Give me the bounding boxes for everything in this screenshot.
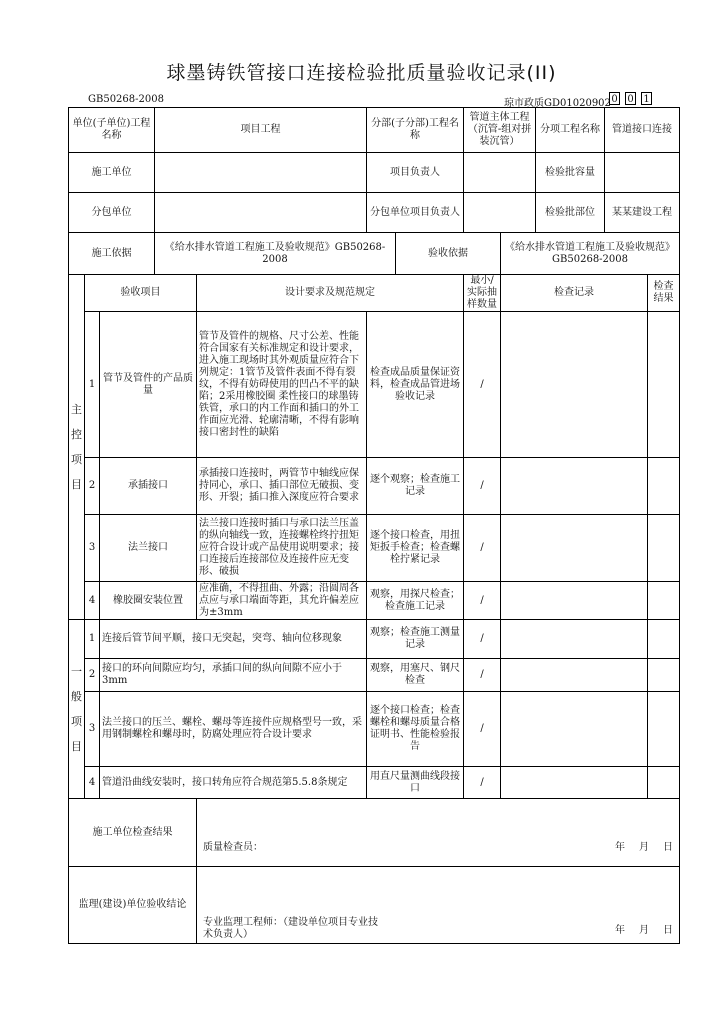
item-name: 橡胶圈安装位置 — [100, 582, 197, 620]
quality-inspector-label: 质量检查员： — [203, 842, 264, 853]
general-label-char: 般 — [71, 690, 82, 703]
header-requirement: 设计要求及规范规定 — [197, 275, 464, 312]
division-name-label: 分部(子分部)工程名称 — [367, 108, 464, 153]
item-name: 管节及管件的产品质量 — [100, 312, 197, 458]
main-label-char: 控 — [71, 428, 82, 441]
construction-basis-label: 施工依据 — [69, 233, 155, 275]
item-name: 法兰接口 — [100, 515, 197, 582]
item-record[interactable] — [501, 692, 648, 767]
year-label: 年 — [615, 925, 626, 936]
unit-name-label: 单位(子单位)工程名称 — [69, 108, 155, 153]
construction-check-area[interactable] — [197, 799, 680, 867]
division-name-value[interactable]: 管道主体工程（沉管-组对拼装沉管） — [464, 108, 536, 153]
sub-manager-label: 分包单位项目负责人 — [367, 193, 464, 233]
batch-location-label: 检验批部位 — [536, 193, 605, 233]
construction-basis-value[interactable]: 《给水排水管道工程施工及验收规范》GB50268-2008 — [155, 233, 396, 275]
item-record[interactable] — [501, 620, 648, 659]
construction-check-date — [601, 842, 673, 854]
header-result: 检查结果 — [648, 275, 680, 312]
subcontractor-label: 分包单位 — [69, 193, 155, 233]
item-result[interactable] — [648, 692, 680, 767]
sub-manager-value[interactable] — [464, 193, 536, 233]
item-result[interactable] — [648, 767, 680, 799]
main-label-char: 项 — [71, 453, 82, 466]
general-item-label — [69, 620, 85, 799]
batch-capacity-label: 检验批容量 — [536, 153, 605, 193]
item-sample[interactable]: / — [464, 659, 501, 692]
item-sample[interactable]: / — [464, 767, 501, 799]
subitem-name-label: 分项工程名称 — [536, 108, 605, 153]
standard-code: GB50268-2008 — [88, 94, 164, 105]
item-record[interactable] — [501, 515, 648, 582]
acceptance-record-table — [68, 107, 680, 944]
item-sample[interactable]: / — [464, 515, 501, 582]
year-label: 年 — [615, 842, 626, 853]
item-sample[interactable]: / — [464, 620, 501, 659]
main-item-row-3 — [69, 515, 680, 582]
day-label: 日 — [663, 842, 674, 853]
construction-check-title: 施工单位检查结果 — [69, 799, 197, 867]
item-requirement: 法兰接口连接时插口与承口法兰压盖的纵向轴线一致，连接螺栓终拧扭矩应符合设计或产品使用说明要求；接口连接后连接部位及连接件应无变形、破损 — [197, 515, 367, 582]
item-requirement: 管道沿曲线安装时，接口转角应符合规范第5.5.8条规定 — [100, 767, 367, 799]
supervision-conclusion-area[interactable] — [197, 867, 680, 944]
acceptance-basis-label: 验收依据 — [396, 233, 501, 275]
item-name: 承插接口 — [100, 458, 197, 515]
item-no: 2 — [85, 659, 100, 692]
item-no: 4 — [85, 582, 100, 620]
general-item-row-3 — [69, 692, 680, 767]
supervision-engineer-label: 专业监理工程师：（建设单位项目专业技术负责人） — [203, 917, 379, 940]
item-sample[interactable]: / — [464, 582, 501, 620]
item-method: 观察，用塞尺、钢尺检查 — [367, 659, 464, 692]
item-sample[interactable]: / — [464, 692, 501, 767]
general-item-row-4 — [69, 767, 680, 799]
item-requirement: 管节及管件的规格、尺寸公差、性能符合国家有关标准规定和设计要求，进入施工现场时其外观质量应符合下列规定：1管节及管件表面不得有裂纹，不得有妨碍使用的凹凸不平的缺陷；2采用橡胶圈 柔性接口的球墨铸铁管，承口的内工作面和插口的外工作面应光滑、轮廓清晰，不得有影响接口密封性的缺陷 — [197, 312, 367, 458]
item-no: 1 — [85, 312, 100, 458]
main-item-row-4 — [69, 582, 680, 620]
item-result[interactable] — [648, 659, 680, 692]
item-method: 观察，用探尺检查；检查施工记录 — [367, 582, 464, 620]
item-record[interactable] — [501, 458, 648, 515]
item-no: 2 — [85, 458, 100, 515]
item-method: 观察；检查施工测量记录 — [367, 620, 464, 659]
main-control-label — [69, 275, 85, 620]
main-label-char: 目 — [71, 478, 82, 491]
item-result[interactable] — [648, 458, 680, 515]
subitem-name-value[interactable]: 管道接口连接 — [605, 108, 680, 153]
header-sample: 最小/实际抽样数量 — [464, 275, 501, 312]
item-method: 检查成品质量保证资料，检查成品管进场验收记录 — [367, 312, 464, 458]
item-no: 3 — [85, 515, 100, 582]
header-record: 检查记录 — [501, 275, 648, 312]
item-result[interactable] — [648, 515, 680, 582]
main-item-row-1 — [69, 312, 680, 458]
form-title: 球墨铸铁管接口连接检验批质量验收记录(II) — [166, 62, 557, 84]
construction-unit-label: 施工单位 — [69, 153, 155, 193]
acceptance-basis-value[interactable]: 《给水排水管道工程施工及验收规范》GB50268-2008 — [501, 233, 680, 275]
project-manager-value[interactable] — [464, 153, 536, 193]
item-record[interactable] — [501, 659, 648, 692]
item-requirement: 接口的环向间隙应均匀，承插口间的纵向间隙不应小于3mm — [100, 659, 367, 692]
item-no: 4 — [85, 767, 100, 799]
month-label: 月 — [639, 842, 650, 853]
item-requirement: 连接后管节间平顺，接口无突起，突弯、轴向位移现象 — [100, 620, 367, 659]
batch-location-value[interactable]: 某某建设工程 — [605, 193, 680, 233]
item-sample[interactable]: / — [464, 312, 501, 458]
item-method: 逐个接口检查；检查螺栓和螺母质量合格证明书、性能检验报告 — [367, 692, 464, 767]
construction-unit-value[interactable] — [155, 153, 367, 193]
general-label-char: 一 — [71, 665, 82, 678]
supervision-row — [69, 867, 680, 944]
item-result[interactable] — [648, 620, 680, 659]
day-label: 日 — [663, 925, 674, 936]
item-no: 3 — [85, 692, 100, 767]
item-requirement: 应准确，不得扭曲、外露；沿圆周各点应与承口端面等距，其允许偏差应为±3mm — [197, 582, 367, 620]
general-label-char: 目 — [71, 740, 82, 753]
form-code-label: 琼市政质GD01020902 — [504, 98, 611, 109]
general-item-row-2 — [69, 659, 680, 692]
general-item-row-1 — [69, 620, 680, 659]
item-record[interactable] — [501, 312, 648, 458]
general-label-char: 项 — [71, 715, 82, 728]
main-label-char: 主 — [71, 403, 82, 416]
main-item-row-2 — [69, 458, 680, 515]
code-box-2[interactable]: 0 — [625, 92, 636, 105]
item-method: 逐个接口检查，用扭矩扳手检查；检查螺栓拧紧记录 — [367, 515, 464, 582]
unit-name-value[interactable]: 项目工程 — [155, 108, 367, 153]
item-method: 逐个观察；检查施工记录 — [367, 458, 464, 515]
subcontractor-value[interactable] — [155, 193, 367, 233]
code-box-3[interactable]: 1 — [641, 92, 652, 105]
item-result[interactable] — [648, 582, 680, 620]
project-manager-label: 项目负责人 — [367, 153, 464, 193]
batch-capacity-value[interactable] — [605, 153, 680, 193]
header-item: 验收项目 — [85, 275, 197, 312]
month-label: 月 — [639, 925, 650, 936]
item-method: 用直尺量测曲线段接口 — [367, 767, 464, 799]
item-requirement: 法兰接口的压兰、螺栓、螺母等连接件应规格型号一致，采用钢制螺栓和螺母时，防腐处理应符合设计要求 — [100, 692, 367, 767]
supervision-conclusion-title: 监理(建设)单位验收结论 — [69, 867, 197, 944]
item-record[interactable] — [501, 767, 648, 799]
item-result[interactable] — [648, 312, 680, 458]
code-box-1[interactable]: 0 — [609, 92, 620, 105]
item-record[interactable] — [501, 582, 648, 620]
construction-check-row — [69, 799, 680, 867]
item-no: 1 — [85, 620, 100, 659]
item-sample[interactable]: / — [464, 458, 501, 515]
item-requirement: 承插接口连接时，两管节中轴线应保持同心，承口、插口部位无破损、变形、开裂；插口推入深度应符合要求 — [197, 458, 367, 515]
supervision-date — [601, 925, 673, 937]
